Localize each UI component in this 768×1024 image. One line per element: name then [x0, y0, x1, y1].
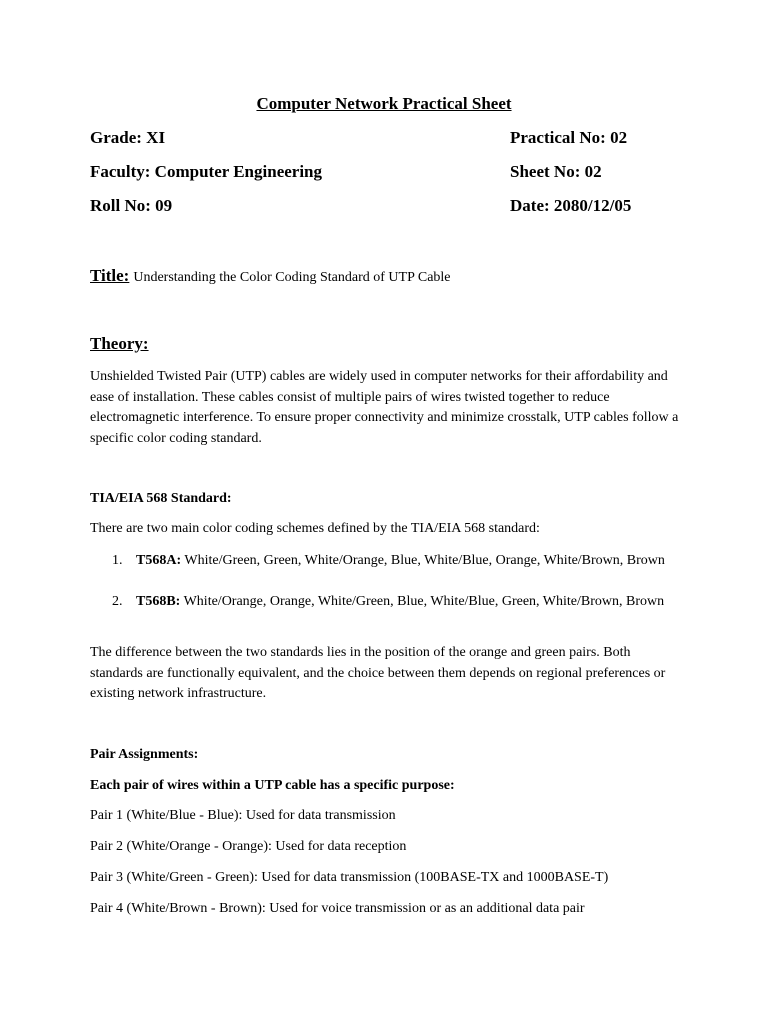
date-label: Date: 2080/12/05 — [510, 196, 632, 215]
theory-paragraph: Unshielded Twisted Pair (UTP) cables are widely used in computer networks for their affordability and ease of installation. These cables consist of multiple pairs of wires twisted together to reduce electromagnetic interference. To ensure proper connectivity and minimize crosstalk, UTP cables follow a specific color coding standard. — [90, 369, 679, 446]
list-item — [90, 551, 680, 572]
theory-heading: Theory: — [90, 334, 149, 353]
scheme-colors: White/Green, Green, White/Orange, Blue, White/Blue, Orange, White/Brown, Brown — [184, 553, 665, 568]
practical-no-label: Practical No: 02 — [510, 128, 628, 147]
scheme-name: T568B: — [136, 594, 181, 609]
scheme-name: T568A: — [136, 553, 182, 568]
grade-label: Grade: XI — [90, 128, 166, 147]
title-label: Title: — [90, 266, 130, 285]
difference-paragraph: The difference between the two standards lies in the position of the orange and green pairs. Both standards are functionally equivalent, and the choice between them depends on regional preferences or existing network infrastructure. — [90, 645, 666, 702]
scheme-colors: White/Orange, Orange, White/Green, Blue, White/Blue, Green, White/Brown, Brown — [183, 594, 665, 609]
sheet-no-label: Sheet No: 02 — [510, 162, 602, 181]
pair-heading: Pair Assignments: — [90, 747, 199, 762]
standard-heading: TIA/EIA 568 Standard: — [90, 491, 232, 506]
list-item — [90, 592, 680, 613]
pair-line: Pair 4 (White/Brown - Brown): Used for voice transmission or as an additional data pair — [90, 901, 585, 916]
title-line — [90, 266, 451, 286]
pair-line: Pair 3 (White/Green - Green): Used for data transmission (100BASE-TX and 1000BASE-T) — [90, 870, 609, 885]
title-text: Understanding the Color Coding Standard of UTP Cable — [133, 270, 451, 285]
pair-intro: Each pair of wires within a UTP cable has a specific purpose: — [90, 778, 455, 793]
document-title: Computer Network Practical Sheet — [256, 94, 512, 113]
standard-intro: There are two main color coding schemes defined by the TIA/EIA 568 standard: — [90, 521, 540, 536]
list-number: 2. — [112, 594, 123, 609]
list-text — [136, 551, 680, 572]
pair-line: Pair 1 (White/Blue - Blue): Used for data transmission — [90, 808, 396, 823]
roll-no-label: Roll No: 09 — [90, 196, 173, 215]
pair-line: Pair 2 (White/Orange - Orange): Used for data reception — [90, 839, 407, 854]
list-text — [136, 592, 680, 613]
faculty-label: Faculty: Computer Engineering — [90, 162, 323, 181]
list-number: 1. — [112, 553, 123, 568]
